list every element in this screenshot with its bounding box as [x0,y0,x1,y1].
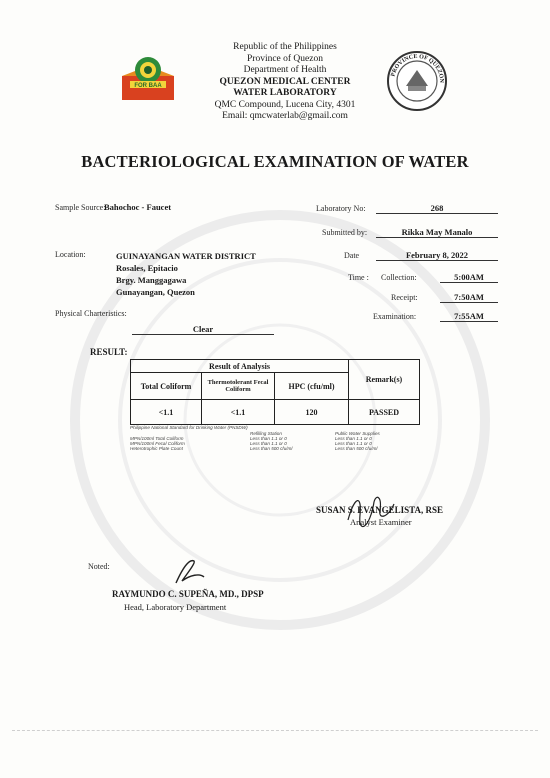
lab-no-label: Laboratory No: [316,204,366,213]
standards-title: Philippine National Standard for Drinking Water (PNSDW) [130,425,248,430]
header-address: QMC Compound, Lucena City, 4301 [214,99,356,110]
bottom-divider [12,730,538,731]
svg-text:FOR BAA: FOR BAA [134,83,162,89]
std-refill-2: Less than 1.1 or 0 [250,441,287,446]
std-public-head: Public Water Supplies [335,431,380,436]
noted-signature [170,555,210,589]
result-header: Result of Analysis [131,360,349,373]
collection-value: 5:00AM [440,272,498,283]
header-republic: Republic of the Philippines [233,42,337,52]
value-hpc: 120 [275,400,349,425]
letterhead [175,42,395,123]
col-remarks: Remark(s) [349,360,420,400]
lab-no-value: 268 [376,203,498,214]
document-title: BACTERIOLOGICAL EXAMINATION OF WATER [81,152,469,171]
location-line-1: GUINAYANGAN WATER DISTRICT [116,251,256,261]
physical-label: Physical Charteristics: [55,309,127,318]
std-public-3: Less than 500 cfu/ml [335,446,378,451]
submitted-by-value: Rikka May Manalo [376,227,498,238]
collection-label: Collection: [381,273,417,282]
location-line-4: Gunayangan, Quezon [116,287,195,297]
noted-role: Head, Laboratory Department [124,602,227,612]
location-line-2: Rosales, Epitacio [116,263,178,273]
receipt-value: 7:50AM [440,292,498,303]
receipt-label: Receipt: [391,293,418,302]
header-email: Email: qmcwaterlab@gmail.com [222,111,348,121]
sample-source-label: Sample Source: [55,203,106,212]
noted-name: RAYMUNDO C. SUPEÑA, MD., DPSP [112,589,264,599]
value-fecal-coliform: <1.1 [202,400,275,425]
examination-value: 7:55AM [440,311,498,322]
location-label: Location: [55,250,86,259]
std-refill-head: Refilling Station [250,431,282,436]
std-refill-1: Less than 1.1 or 0 [250,436,287,441]
analyst-role: Analyst Examiner [350,517,412,527]
date-label: Date [344,251,360,260]
examination-label: Examination: [373,312,417,321]
result-table [130,359,420,425]
col-total-coliform: Total Coliform [131,373,202,400]
city-logo [120,52,176,102]
noted-label: Noted: [88,562,110,571]
date-value: February 8, 2022 [376,250,498,261]
std-public-1: Less than 1.1 or 0 [335,436,372,441]
std-row-2: MPN/100ml Fecal Coliform [130,441,185,446]
value-remarks: PASSED [349,400,420,425]
physical-value: Clear [132,324,274,335]
sample-source-value: Bahochoc - Faucet [104,202,172,212]
col-hpc: HPC (cfu/ml) [275,373,349,400]
result-label: RESULT: [90,347,128,357]
time-label: Time : [348,273,369,282]
analyst-name: SUSAN S. EVANGELISTA, RSE [316,505,443,515]
col-fecal-coliform: Thermotolerant Fecal Coliform [202,373,275,400]
svg-text:PROVINCE OF QUEZON: PROVINCE OF QUEZON [390,53,445,83]
standards-col1 [130,436,185,451]
std-row-3: Heterotrophic Plate Count [130,446,183,451]
location-block [116,250,256,298]
std-row-1: MPN/100ml Total Coliform [130,436,184,441]
header-lab: WATER LABORATORY [233,88,337,98]
submitted-by-label: Submitted by: [322,228,368,237]
header-department: Department of Health [243,65,327,75]
std-public-2: Less than 1.1 or 0 [335,441,372,446]
header-center: QUEZON MEDICAL CENTER [219,76,351,87]
standards-col3 [335,431,380,451]
value-total-coliform: <1.1 [131,400,202,425]
header-province: Province of Quezon [247,53,323,64]
location-line-3: Brgy. Manggagawa [116,275,187,285]
province-seal [386,50,448,112]
standards-col2 [250,431,292,451]
std-refill-3: Less than 500 cfu/ml [250,446,293,451]
